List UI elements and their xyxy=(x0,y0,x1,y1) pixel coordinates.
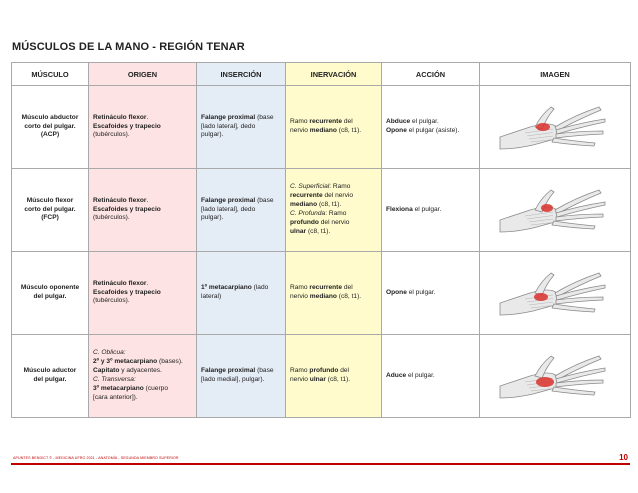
text-segment: ulnar xyxy=(290,227,307,235)
cell-line xyxy=(201,131,281,140)
cell-line xyxy=(201,293,281,302)
cell-insertion xyxy=(197,335,286,418)
text-segment: (cuerpo xyxy=(143,384,168,392)
text-segment: Aduce xyxy=(386,371,407,379)
text-segment: del nervio xyxy=(322,192,354,200)
text-segment: (c8, t1). xyxy=(325,376,351,383)
text-segment: y adyacentes. xyxy=(119,367,162,375)
muscle-name-line: del pulgar. xyxy=(33,293,67,300)
text-segment: nervio xyxy=(290,127,310,134)
text-segment: del xyxy=(342,284,353,292)
cell-line xyxy=(386,206,475,215)
text-segment: Capitato xyxy=(93,367,120,375)
text-segment: (tubérculos). xyxy=(93,214,130,222)
cell-line xyxy=(201,197,281,206)
cell-image xyxy=(480,252,631,335)
cell-innervation xyxy=(286,169,382,252)
cell-line xyxy=(93,367,192,376)
cell-action xyxy=(382,169,480,252)
cell-line xyxy=(290,201,377,210)
text-segment: (tubérculos). xyxy=(93,297,130,305)
text-segment: (bases). xyxy=(157,358,183,366)
cell-line xyxy=(386,118,475,127)
text-segment: pulgar). xyxy=(201,214,224,222)
text-segment: Escafoides y trapecio xyxy=(93,122,161,130)
cell-line xyxy=(93,131,192,140)
text-segment: : Ramo xyxy=(325,210,347,217)
muscle-name-line: Músculo abductor xyxy=(21,113,79,121)
text-segment: mediano xyxy=(309,127,337,134)
text-segment: Falange proximal xyxy=(201,196,256,204)
text-segment: lateral) xyxy=(201,293,222,300)
header-action: ACCIÓN xyxy=(382,63,480,86)
text-segment: (c8, t1). xyxy=(317,201,342,209)
muscle-highlight xyxy=(541,204,553,212)
table-header-row xyxy=(12,63,631,86)
cell-line xyxy=(290,192,377,201)
muscle-highlight xyxy=(536,377,554,387)
text-segment: nervio xyxy=(290,293,310,300)
cell-line xyxy=(93,394,192,403)
cell-line xyxy=(386,289,475,298)
table-row xyxy=(12,252,631,335)
table-row xyxy=(12,169,631,252)
cell-action xyxy=(382,86,480,169)
header-image: IMAGEN xyxy=(480,63,631,86)
cell-line xyxy=(93,297,192,306)
text-segment: Escafoides y trapecio xyxy=(93,288,161,296)
footer-credits: APUNTES BENDICT © - MEDICINA UFRO 2021 - ANATOMÍA - SEGUNDA MIEMBRO SUPERIOR xyxy=(13,456,179,460)
cell-line xyxy=(201,376,281,385)
text-segment: 1º metacarpiano xyxy=(201,284,252,292)
cell-line xyxy=(93,123,192,132)
text-segment: Falange proximal xyxy=(201,367,256,375)
text-segment: Ramo xyxy=(290,284,310,292)
cell-image xyxy=(480,335,631,418)
text-segment: [lado medial], pulgar). xyxy=(201,376,265,383)
text-segment: Escafoides y trapecio xyxy=(93,205,161,213)
cell-line xyxy=(93,280,192,289)
cell-line xyxy=(290,228,377,237)
text-segment: Retináculo flexor xyxy=(93,196,147,204)
text-segment: el pulgar. xyxy=(406,371,435,379)
footer-divider xyxy=(11,463,630,465)
text-segment: el pulgar. xyxy=(412,205,442,213)
cell-line xyxy=(93,214,192,223)
cell-line xyxy=(386,372,475,381)
hand-anatomy-flexor-icon xyxy=(484,180,626,240)
header-origin: ORIGEN xyxy=(89,63,197,86)
cell-line xyxy=(201,206,281,215)
cell-line xyxy=(201,123,281,132)
muscle-highlight xyxy=(536,123,550,131)
text-segment: mediano xyxy=(309,293,337,300)
cell-line xyxy=(201,367,281,376)
cell-innervation xyxy=(286,335,382,418)
cell-muscle xyxy=(12,335,89,418)
text-segment: (base xyxy=(255,367,274,375)
text-segment: Abduce xyxy=(386,118,411,126)
cell-line xyxy=(290,284,377,293)
cell-line xyxy=(201,284,281,293)
page-title: MÚSCULOS DE LA MANO - REGIÓN TENAR xyxy=(12,41,245,53)
cell-line xyxy=(290,118,377,127)
text-segment: recurrente xyxy=(290,192,323,200)
text-segment: (c8, t1). xyxy=(336,127,362,134)
text-segment: recurrente xyxy=(309,284,343,292)
muscle-name-line: del pulgar. xyxy=(33,376,67,383)
text-segment: profundo xyxy=(309,367,339,375)
cell-line xyxy=(93,358,192,367)
muscle-name-line: corto del pulgar. xyxy=(24,122,76,130)
cell-muscle xyxy=(12,86,89,169)
text-segment: pulgar). xyxy=(201,131,224,139)
muscle-name-line: Músculo aductor xyxy=(23,367,77,375)
text-segment: (base xyxy=(255,196,274,204)
muscle-highlight xyxy=(534,293,548,301)
muscle-name-line: (ACP) xyxy=(40,131,60,139)
cell-line xyxy=(290,183,377,192)
text-segment: Retináculo flexor xyxy=(93,113,147,121)
text-segment: Flexiona xyxy=(386,205,413,213)
header-insertion: INSERCIÓN xyxy=(197,63,286,86)
text-segment: Falange proximal xyxy=(201,113,256,121)
text-segment: del nervio xyxy=(318,218,350,226)
cell-insertion xyxy=(197,252,286,335)
table-row xyxy=(12,86,631,169)
cell-insertion xyxy=(197,86,286,169)
cell-image xyxy=(480,86,631,169)
text-segment: (lado xyxy=(251,284,269,292)
page-number: 10 xyxy=(619,453,628,462)
muscles-table xyxy=(11,62,631,418)
text-segment: 2º y 3º metacarpiano xyxy=(93,358,158,366)
cell-line xyxy=(93,114,192,123)
cell-line xyxy=(93,289,192,298)
text-segment: el pulgar. xyxy=(406,288,436,296)
cell-line xyxy=(290,293,377,302)
text-segment: mediano xyxy=(290,201,318,209)
hand-anatomy-adductor-icon xyxy=(484,346,626,406)
text-segment: 3º metacarpiano xyxy=(93,384,144,392)
text-segment: . xyxy=(146,279,149,287)
text-segment: recurrente xyxy=(309,118,343,126)
text-segment: (c8, t1). xyxy=(306,227,331,235)
cell-innervation xyxy=(286,86,382,169)
cell-line xyxy=(201,114,281,123)
text-segment: (base xyxy=(255,113,274,121)
text-segment: [lado lateral], dedo xyxy=(201,122,256,130)
hand-anatomy-abductor-icon xyxy=(484,97,626,157)
cell-line xyxy=(93,385,192,394)
text-segment: del xyxy=(342,118,353,126)
cell-insertion xyxy=(197,169,286,252)
cell-origin xyxy=(89,335,197,418)
cell-line xyxy=(290,376,377,385)
text-segment: C. Superficial xyxy=(290,183,330,191)
text-segment: [lado lateral], dedo xyxy=(201,205,256,213)
muscle-name-line: (FCP) xyxy=(41,214,59,222)
cell-origin xyxy=(89,86,197,169)
text-segment: Opone xyxy=(386,127,407,134)
cell-line xyxy=(290,210,377,219)
text-segment: . xyxy=(146,196,149,204)
text-segment: Retináculo flexor xyxy=(93,279,147,287)
cell-line xyxy=(290,367,377,376)
cell-muscle xyxy=(12,169,89,252)
cell-action xyxy=(382,252,480,335)
cell-muscle xyxy=(12,252,89,335)
muscle-name-line: Músculo oponente xyxy=(20,284,80,292)
text-segment: [cara anterior]). xyxy=(93,393,138,401)
cell-line xyxy=(386,127,475,136)
header-innervation: INERVACIÓN xyxy=(286,63,382,86)
text-segment: profundo xyxy=(290,218,319,226)
text-segment: nervio xyxy=(290,376,310,383)
cell-line xyxy=(290,219,377,228)
muscle-name-line: Músculo flexor xyxy=(26,196,74,204)
cell-origin xyxy=(89,252,197,335)
text-segment: Ramo xyxy=(290,118,310,126)
text-segment: C. Profunda xyxy=(290,210,326,217)
cell-line xyxy=(93,376,192,385)
text-segment: (c8, t1). xyxy=(336,293,362,300)
text-segment: del xyxy=(338,367,349,375)
cell-line xyxy=(201,214,281,223)
cell-line xyxy=(93,206,192,215)
cell-image xyxy=(480,169,631,252)
hand-anatomy-opponens-icon xyxy=(484,263,626,323)
header-muscle: MÚSCULO xyxy=(12,63,89,86)
muscle-name-line: corto del pulgar. xyxy=(24,205,76,213)
cell-line xyxy=(290,127,377,136)
text-segment: ulnar xyxy=(309,376,326,383)
cell-line xyxy=(93,349,192,358)
text-segment: C. Oblicua: xyxy=(93,349,126,357)
cell-origin xyxy=(89,169,197,252)
cell-innervation xyxy=(286,252,382,335)
text-segment: . xyxy=(146,113,149,121)
text-segment: : Ramo xyxy=(329,183,351,191)
text-segment: el pulgar (asiste). xyxy=(406,127,460,134)
table-row xyxy=(12,335,631,418)
text-segment: el pulgar. xyxy=(410,118,439,126)
text-segment: Ramo xyxy=(290,367,310,375)
cell-line xyxy=(93,197,192,206)
text-segment: Opone xyxy=(386,288,407,296)
cell-action xyxy=(382,335,480,418)
text-segment: (tubérculos). xyxy=(93,131,130,139)
text-segment: C. Transversa: xyxy=(93,376,136,383)
